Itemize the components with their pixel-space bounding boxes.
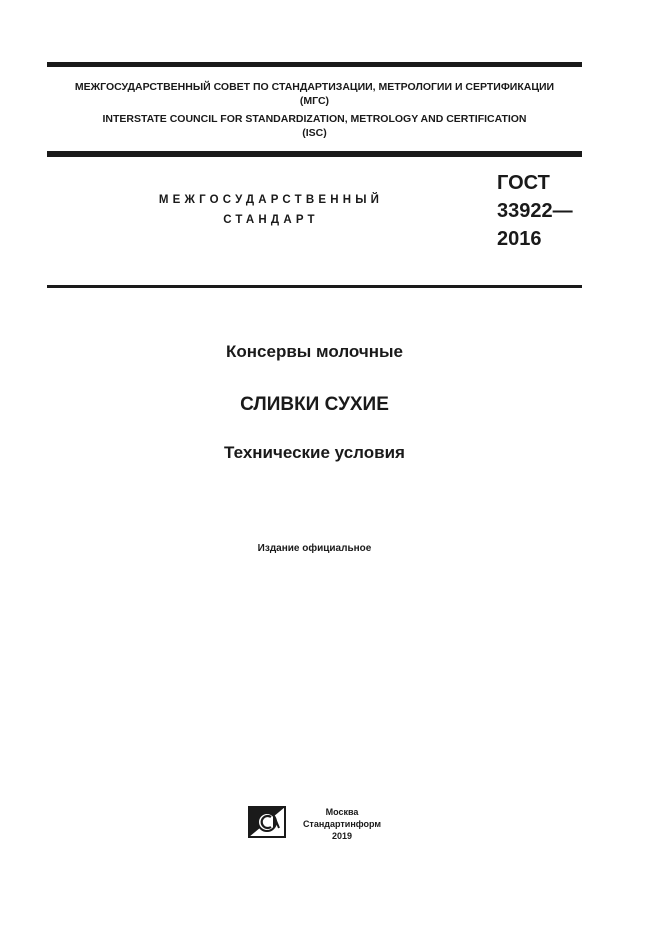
publisher-block: [296, 806, 388, 842]
standartinform-logo-icon: [248, 806, 286, 838]
bottom-rule: [47, 285, 582, 288]
document-title: СЛИВКИ СУХИЕ: [240, 394, 389, 415]
council-name-ru: [47, 80, 582, 108]
publisher-year: 2019: [331, 831, 353, 841]
standard-type-line2: СТАНДАРТ: [223, 214, 319, 226]
standard-type-line1: МЕЖГОСУДАРСТВЕННЫЙ: [158, 194, 384, 206]
council-en-line1: INTERSTATE COUNCIL FOR STANDARDIZATION, METROLOGY AND CERTIFICATION: [102, 113, 527, 125]
publisher-name: Стандартинформ: [302, 819, 382, 829]
gost-number: 33922—: [497, 200, 573, 222]
edition-label: Издание официальное: [257, 543, 372, 554]
gost-label: ГОСТ: [497, 172, 550, 194]
council-en-line2: (ISC): [302, 127, 327, 139]
council-ru-line1: МЕЖГОСУДАРСТВЕННЫЙ СОВЕТ ПО СТАНДАРТИЗАЦИИ, МЕТРОЛОГИИ И СЕРТИФИКАЦИИ: [74, 81, 555, 93]
council-name-en: [47, 112, 582, 140]
top-rule: [47, 62, 582, 67]
publisher-city: Москва: [325, 807, 359, 817]
product-group-title: Консервы молочные: [226, 342, 403, 361]
middle-rule: [47, 151, 582, 157]
council-ru-line2: (МГС): [299, 95, 330, 107]
gost-year: 2016: [497, 228, 542, 250]
document-subtitle: Технические условия: [224, 443, 405, 462]
